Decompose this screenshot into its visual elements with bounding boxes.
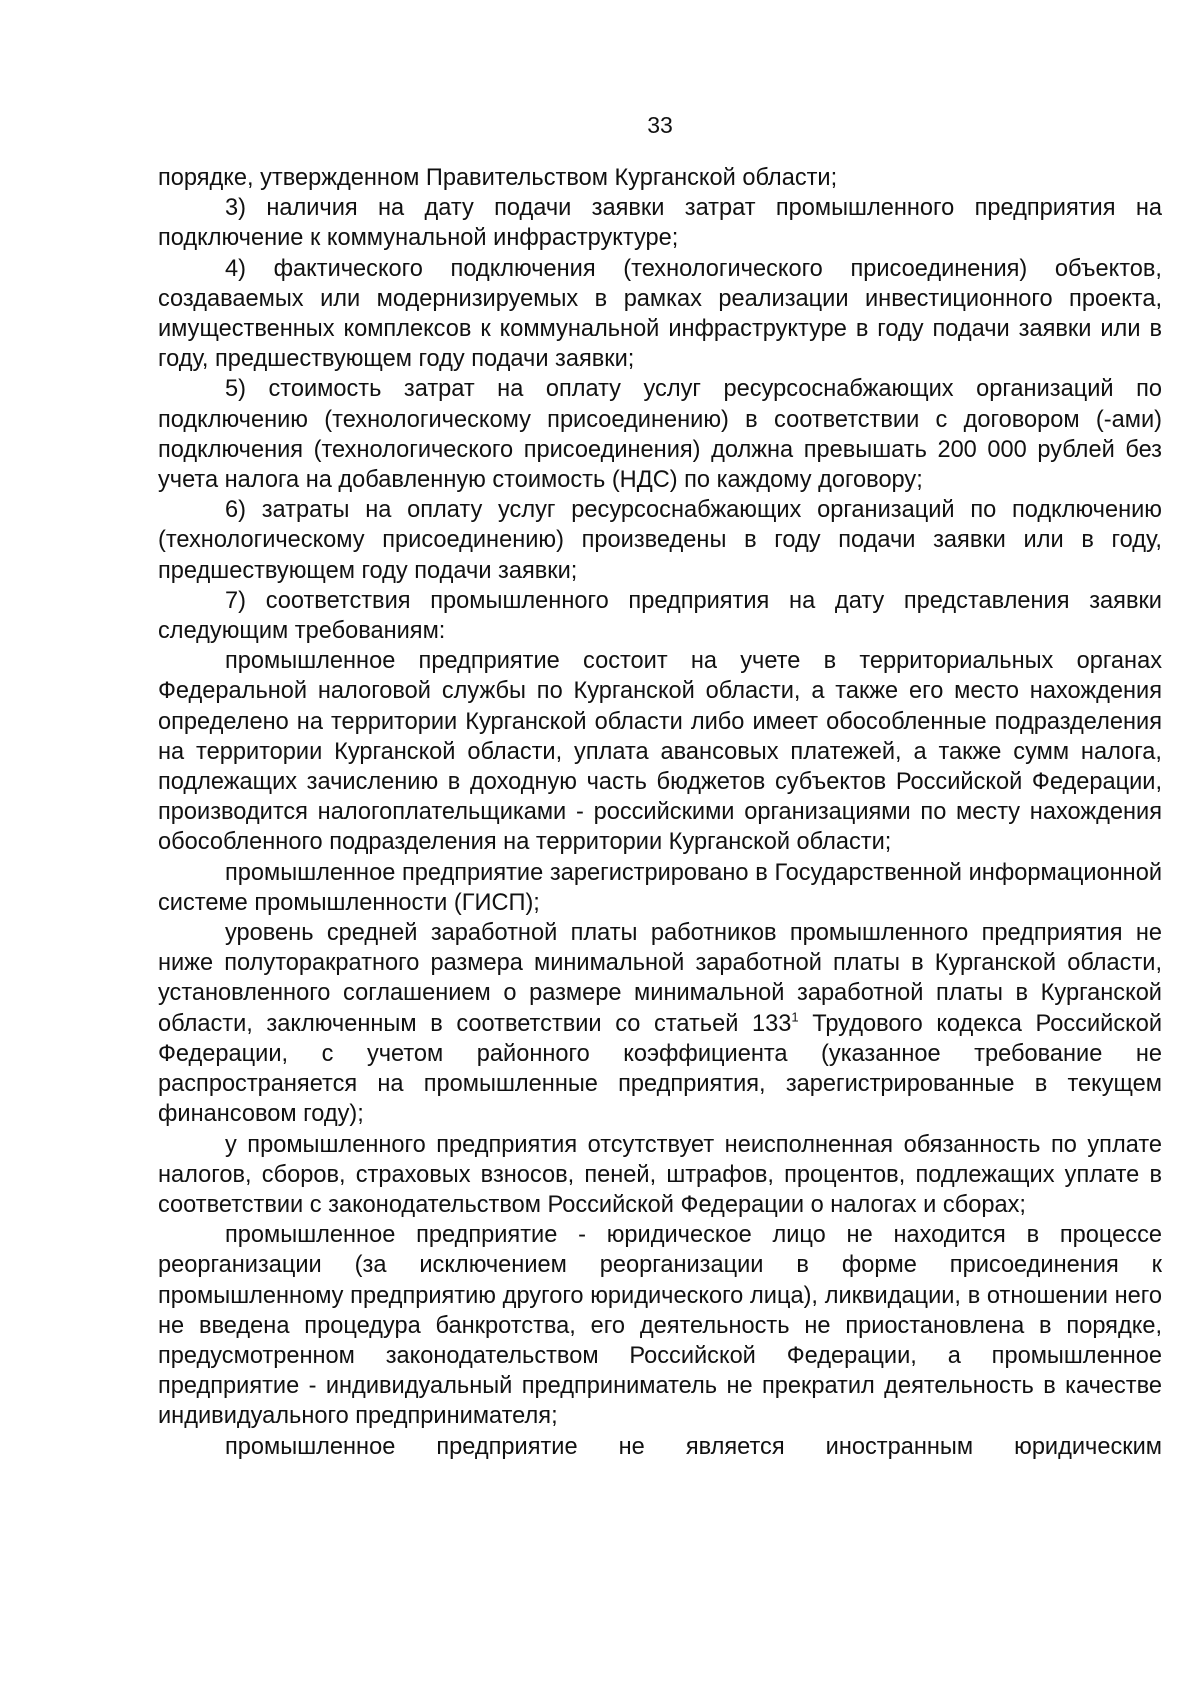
paragraph-continuation: порядке, утвержденном Правительством Курганской области;: [158, 165, 838, 191]
requirement-no-reorganization: промышленное предприятие - юридическое лицо не находится в процессе реорганизации (за исключением реорганизации в форме присоединения к промышленному предприятию другого юридического лица), ликвидации, в отношении него не введена процедура банкротства, его деятельность не приостановлена в порядке, предусмотренном законодательством Российской Федерации, а промышленное предприятие - индивидуальный предприниматель не прекратил деятельность в качестве индивидуального предпринимателя;: [158, 1222, 1162, 1430]
salary-text-after: Трудового кодекса Российской Федерации, с учетом районного коэффициента (указанное требование не распространяется на промышленные предприятия, зарегистрированные в текущем финансовом году);: [158, 1010, 1162, 1128]
footnote-superscript: 1: [791, 1008, 799, 1024]
requirement-no-tax-debt: у промышленного предприятия отсутствует неисполненная обязанность по уплате налогов, сборов, страховых взносов, пеней, штрафов, процентов, подлежащих уплате в соответствии с законодательством Российской Федерации о налогах и сборах;: [158, 1131, 1162, 1218]
requirement-not-foreign-entity: промышленное предприятие не является иностранным юридическим: [225, 1433, 1162, 1460]
salary-text-before: уровень средней заработной платы работников промышленного предприятия не ниже полуторакратного размера минимальной заработной платы в Курганской области, установленного соглашением о размере минимальной заработной платы в Курганской области, заключенным в соответствии со статьей 133: [158, 920, 1162, 1037]
requirement-average-salary: [158, 918, 1162, 1129]
document-body: [158, 163, 1162, 1462]
list-item-6: 6) затраты на оплату услуг ресурсоснабжающих организаций по подключению (технологическому присоединению) произведены в году подачи заявки или в году, предшествующем году подачи заявки;: [158, 497, 1162, 584]
list-item-3: 3) наличия на дату подачи заявки затрат промышленного предприятия на подключение к коммунальной инфраструктуре;: [158, 195, 1162, 252]
requirement-tax-registration: промышленное предприятие состоит на учете в территориальных органах Федеральной налоговой службы по Курганской области, а также его место нахождения определено на территории Курганской области либо имеет обособленные подразделения на территории Курганской области, уплата авансовых платежей, а также сумм налога, подлежащих зачислению в доходную часть бюджетов субъектов Российской Федерации, производится налогоплательщиками - российскими организациями по месту нахождения обособленного подразделения на территории Курганской области;: [158, 648, 1162, 856]
page-number: 33: [647, 112, 673, 138]
list-item-7: 7) соответствия промышленного предприятия на дату представления заявки следующим требованиям:: [158, 587, 1162, 645]
list-item-4: 4) фактического подключения (технологического присоединения) объектов, создаваемых или модернизируемых в рамках реализации инвестиционного проекта, имущественных комплексов к коммунальной инфраструктуре в году подачи заявки или в году, предшествующем году подачи заявки;: [158, 255, 1162, 373]
list-item-5: 5) стоимость затрат на оплату услуг ресурсоснабжающих организаций по подключению (технологическому присоединению) в соответствии с договором (-ами) подключения (технологического присоединения) должна превышать 200 000 рублей без учета налога на добавленную стоимость (НДС) по каждому договору;: [158, 376, 1162, 494]
requirement-gisp-registration: промышленное предприятие зарегистрировано в Государственной информационной системе промышленности (ГИСП);: [158, 859, 1162, 916]
